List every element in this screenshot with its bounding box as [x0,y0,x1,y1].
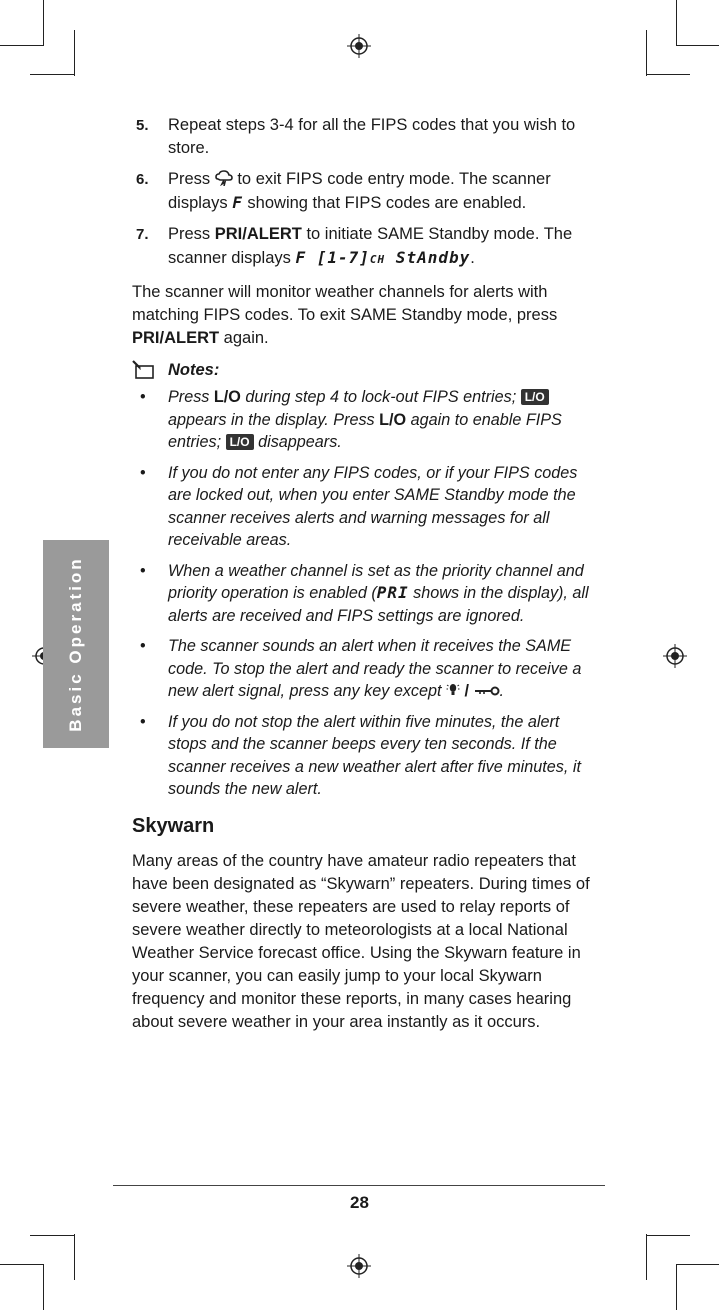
lockout-indicator: L/O [226,434,254,450]
crop-mark [43,0,44,46]
note-text: . [499,682,505,700]
crop-mark [43,1264,44,1310]
note-text: during step 4 to lock-out FIPS entries; [240,388,521,406]
crop-mark [646,1234,647,1280]
step-number: 7. [136,226,149,243]
note-text: When a weather channel is set as the priority channel and priority operation is enabled ( [168,561,584,602]
notes-title: Notes: [168,360,220,379]
note-text: disappears. [253,433,342,451]
crop-mark [676,45,719,46]
note-text: appears in the display. Press [168,410,380,429]
step-text: Repeat steps 3-4 for all the FIPS codes that you wish to store. [168,116,576,157]
crop-mark [676,1264,719,1265]
step-number: 5. [136,117,149,134]
crop-mark [30,1235,74,1236]
note-item [132,386,602,454]
step-text: Press [168,170,215,188]
note-pencil-icon [132,360,156,380]
page-content [132,114,602,1042]
crop-mark [646,1235,690,1236]
light-bulb-icon [446,682,460,698]
step-text: to exit FIPS code entry mode. The scanner displays [168,170,551,212]
bullet-icon: • [140,637,146,655]
crop-mark [0,1264,44,1265]
step-number: 6. [136,171,149,188]
crop-mark [646,30,647,76]
page-number: 28 [350,1193,369,1212]
monitor-paragraph [132,281,602,350]
section-title: Skywarn [132,814,215,837]
crop-mark [676,0,677,46]
note-text: Press [168,388,214,406]
step-text: to initiate SAME Standby mode. The scanner displays [168,225,573,267]
bullet-icon: • [140,712,146,731]
step-5 [132,114,602,160]
skywarn-paragraph: Many areas of the country have amateur radio repeaters that have been designated as “Skywarn” repeaters. During times of severe weather, these repeaters are used to relay reports of severe weather directly to meteorologists at a local National Weather Service forecast office. Using the Skywarn feature in your scanner, you can easily jump to your local Skywarn frequency and monitor these reports, in many cases hearing about severe weather in your area instantly as it occurs. [132,851,590,1031]
notes-heading [132,360,602,380]
lcd-display-text: PRI [376,583,409,602]
key-name: L/O [213,388,241,406]
registration-mark-icon [347,34,371,58]
side-tab-label: Basic Operation [66,556,85,732]
note-text: shows in the display), all alerts are received and FIPS settings are ignored. [168,584,589,625]
bullet-icon: • [140,388,146,406]
bullet-icon: • [140,463,146,482]
paragraph-text: again. [219,329,269,347]
key-separator: / [460,682,474,700]
step-text: . [470,249,475,267]
weather-key-icon [215,170,233,186]
footer-divider [113,1185,605,1186]
note-text: If you do not enter any FIPS codes, or if your FIPS codes are locked out, when you enter SAME Standby mode the scanner receives alerts and warning messages for all receivable areas. [168,463,578,549]
step-7 [132,223,602,271]
key-name: L/O [379,410,407,429]
paragraph-text: The scanner will monitor weather channels for alerts with matching FIPS codes. To exit SAME Standby mode, press [132,283,558,324]
note-item [132,462,602,552]
crop-mark [74,1234,75,1280]
note-text: The scanner sounds an alert when it receives the SAME code. To stop the alert and ready the scanner to receive a new alert signal, press any key except [168,637,582,700]
key-name: PRI/ALERT [132,329,220,347]
crop-mark [646,74,690,75]
crop-mark [74,30,75,76]
note-text: If you do not stop the alert within five minutes, the alert stops and the scanner beeps every ten seconds. If the scanner receives a new weather alert after five minutes, it sounds the new alert. [168,712,581,798]
note-item [132,711,602,801]
key-name: PRI/ALERT [214,225,302,243]
step-6 [132,168,602,215]
lockout-indicator: L/O [521,389,549,405]
crop-mark [30,74,74,75]
lcd-display-text: CH [369,253,386,266]
note-text: again to enable FIPS entries; [168,410,562,451]
lcd-display-text: F [1-7] [295,248,370,267]
crop-mark [676,1264,677,1310]
crop-mark [0,45,44,46]
lcd-display-text: F [232,193,243,212]
note-item [132,635,602,703]
bullet-icon: • [140,561,146,580]
step-text: showing that FIPS codes are enabled. [242,194,527,212]
step-text: Press [168,225,215,243]
section-side-tab [43,540,109,748]
key-lock-icon [474,685,500,697]
note-item [132,560,602,628]
registration-mark-icon [663,644,687,668]
lcd-display-text: StAndby [385,248,471,267]
registration-mark-icon [347,1254,371,1278]
